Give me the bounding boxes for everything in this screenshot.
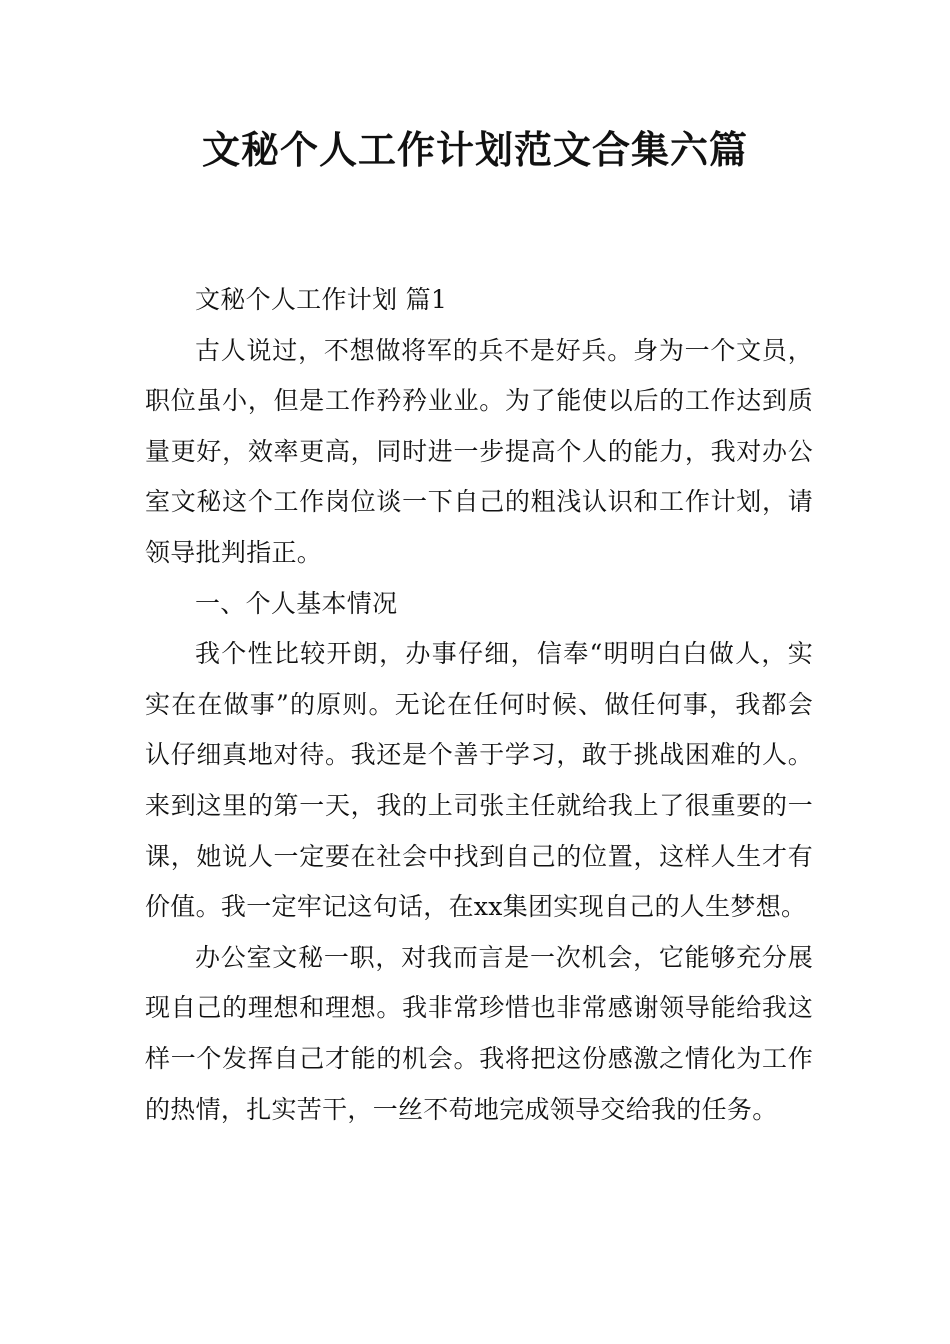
document-title: 文秘个人工作计划范文合集六篇 bbox=[201, 128, 748, 172]
paragraph-opportunity: 办公室文秘一职，对我而言是一次机会，它能够充分展现自己的理想和理想。我非常珍惜也非常感谢领导能给我这样一个发挥自己才能的机会。我将把这份感激之情化为工作的热情，扎实苦干，一丝不苟地完成领导交给我的任务。 bbox=[145, 942, 813, 1124]
subheading-basic-info: 一、个人基本情况 bbox=[195, 588, 398, 618]
paragraph-intro: 古人说过，不想做将军的兵不是好兵。身为一个文员，职位虽小，但是工作矜矜业业。为了能使以后的工作达到质量更好，效率更高，同时进一步提高个人的能力，我对办公室文秘这个工作岗位谈一下自己的粗浅认识和工作计划，请领导批判指正。 bbox=[145, 335, 813, 567]
paragraph-personality: 我个性比较开朗，办事仔细，信奉“明明白白做人，实实在在做事”的原则。无论在任何时候、做任何事，我都会认仔细真地对待。我还是个善于学习，敢于挑战困难的人。来到这里的第一天，我的上司张主任就给我上了很重要的一课，她说人一定要在社会中找到自己的位置，这样人生才有价值。我一定牢记这句话，在xx集团实现自己的人生梦想。 bbox=[145, 639, 813, 922]
document-body bbox=[145, 275, 813, 1135]
section-heading: 文秘个人工作计划 篇1 bbox=[195, 285, 448, 314]
